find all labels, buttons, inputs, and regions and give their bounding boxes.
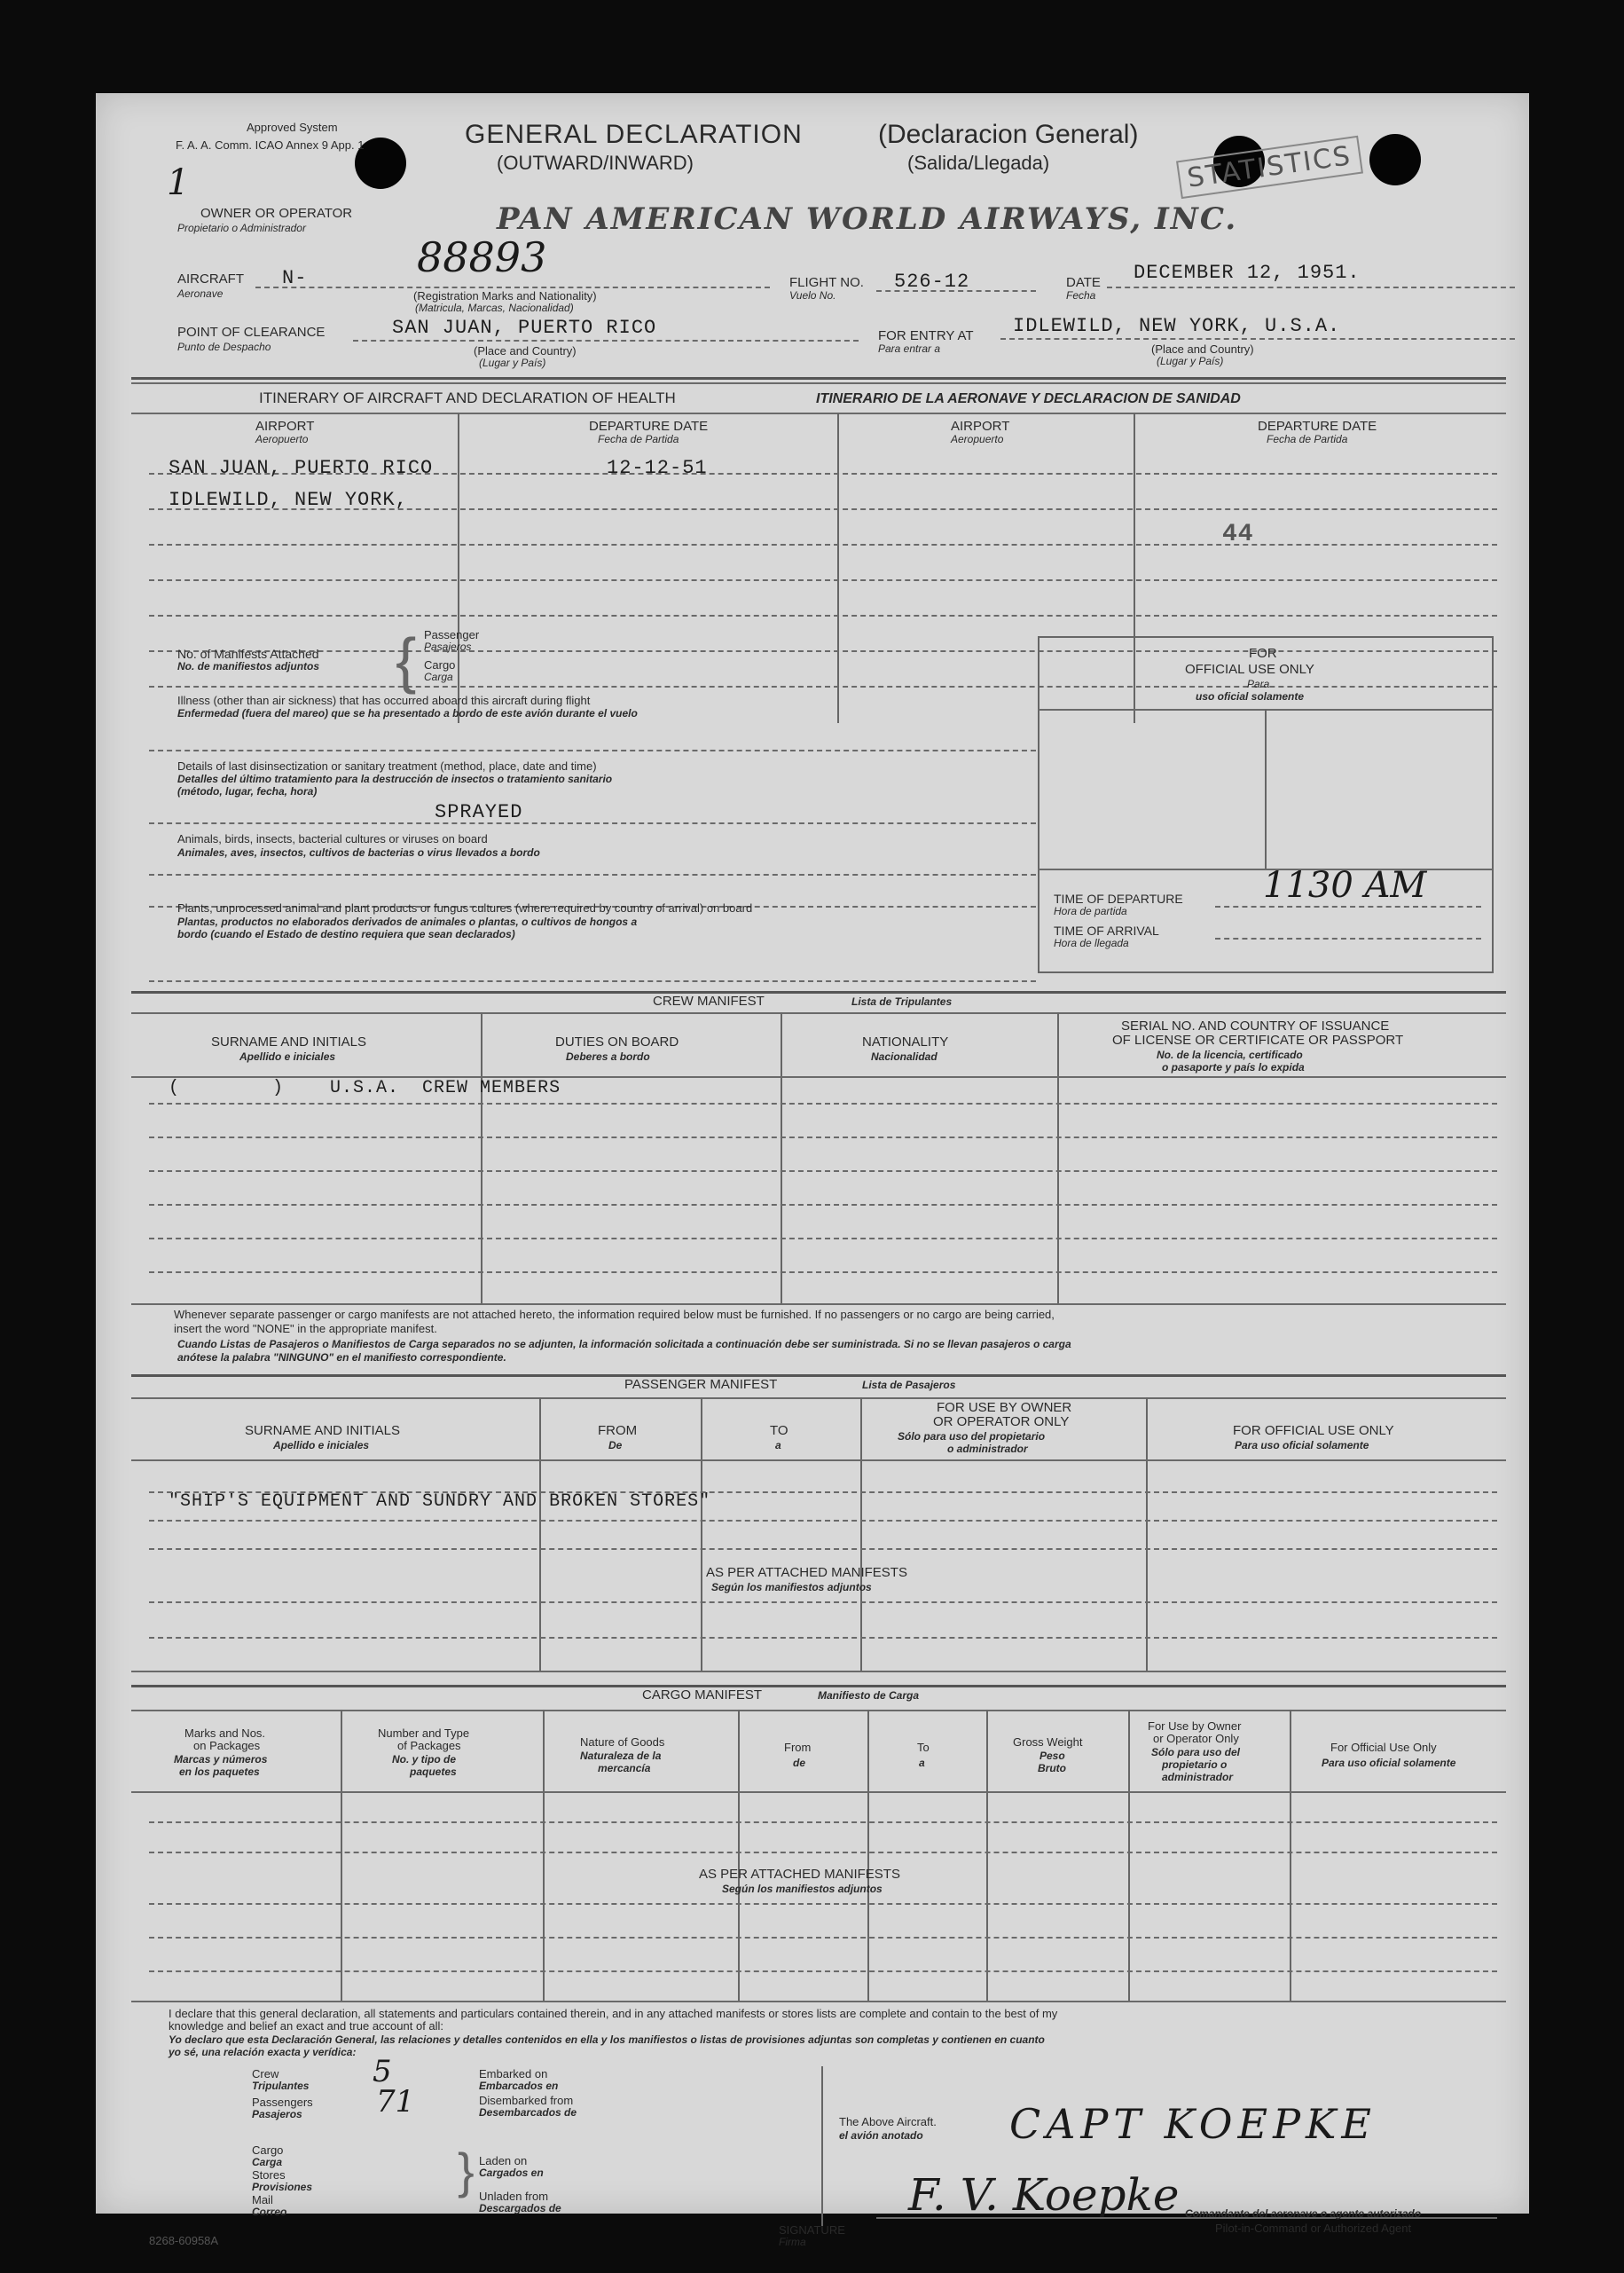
cargo-row-2 [149,1852,1497,1853]
decl-disembarked: Disembarked from [479,2094,574,2107]
outward-label: (OUTWARD/INWARD) [497,152,694,174]
pax-title: PASSENGER MANIFEST [624,1377,778,1392]
crew-col-2 [781,1012,782,1303]
decl-unladen: Unladen from [479,2190,549,2203]
pax-row-5 [149,1637,1497,1639]
aircraft-line [255,287,770,288]
official-title2: OFFICIAL USE ONLY [1185,662,1314,677]
itin-col-airport: AIRPORT [255,419,315,434]
itin-col-departure: DEPARTURE DATE [589,419,709,434]
flight-label-es: Vuelo No. [789,289,836,302]
manifests-cargo-es: Carga [424,671,453,683]
itinerary-title-es: ITINERARIO DE LA AERONAVE Y DECLARACION DE SANIDAD [816,391,1241,406]
itin-row-5 [149,615,1497,617]
decl-crew-value: 5 [373,2054,392,2089]
crew-row-2 [149,1136,1497,1138]
cargo-c3-es2: mercancía [598,1762,651,1774]
disinsect-value: SPRAYED [435,801,523,823]
cargo-c6: Gross Weight [1013,1735,1083,1749]
decl-signature-label-es: Firma [779,2236,806,2248]
illness-line [149,750,1036,751]
itinerary-title: ITINERARY OF AIRCRAFT AND DECLARATION OF HEALTH [259,389,676,406]
notice-es: Cuando Listas de Pasajeros o Manifiestos de Carga separados no se adjunten, la información solicitada a continuación debe ser suministrada. Si no se llevan pasajeros o carga [177,1338,1071,1350]
time-arr-line [1215,938,1481,940]
cargo-c7b: or Operator Only [1153,1732,1239,1745]
pax-col4-label: FOR USE BY OWNER [937,1400,1072,1415]
decl-mail-label: Mail [252,2193,273,2206]
form-title-es: (Declaracion General) [878,120,1139,149]
itinerary-rule-top2 [131,382,1506,384]
cargo-c5-es: a [919,1757,925,1769]
disinsect-label: Details of last disinsectization or sanitary treatment (method, place, date and time) [177,759,597,773]
crew-col4b-label: OF LICENSE OR CERTIFICATE OR PASSPORT [1112,1033,1404,1048]
cargo-c7: For Use by Owner [1148,1719,1242,1733]
animals-label: Animals, birds, insects, bacterial cultures or viruses on board [177,832,488,845]
cargo-c8: For Official Use Only [1330,1741,1437,1754]
cargo-row-1 [149,1821,1497,1823]
manifests-cargo: Cargo [424,658,456,672]
decl-divider [821,2066,823,2226]
pax-row-3 [149,1548,1497,1550]
pax-col1-label: SURNAME AND INITIALS [245,1423,401,1438]
cargo-c4: From [784,1741,812,1754]
itinerary-col-2 [837,413,839,723]
disinsect-label-es2: (método, lugar, fecha, hora) [177,785,318,798]
crew-title-es: Lista de Tripulantes [851,995,953,1008]
flight-number: 526-12 [894,271,970,293]
notice-en2: insert the word "NONE" in the appropriate manifest. [174,1322,437,1335]
cargo-col-7 [1290,1710,1291,2002]
cargo-col-6 [1128,1710,1130,2002]
aircraft-prefix: N- [282,267,308,289]
decl-pax-label-es: Pasajeros [252,2108,302,2120]
crew-col4-label-es2: o pasaporte y país lo expida [1162,1061,1305,1074]
clearance-label: POINT OF CLEARANCE [177,325,326,340]
official-title: FOR [1249,646,1277,661]
cargo-c2: Number and Type [378,1726,470,1740]
decl-embarked-es: Embarcados en [479,2080,559,2092]
itin-col-airport2: AIRPORT [951,419,1010,434]
cargo-c3-es: Naturaleza de la [580,1750,662,1762]
pax-col-1 [539,1397,541,1672]
crew-row-4 [149,1204,1497,1206]
crew-row-3 [149,1170,1497,1172]
decl-captain: CAPT KOEPKE [1009,2100,1377,2148]
decl-laden-es: Cargados en [479,2167,544,2179]
pax-attached: AS PER ATTACHED MANIFESTS [706,1565,907,1580]
date-line [1107,287,1515,288]
pax-col3-label: TO [770,1423,788,1438]
illness-label: Illness (other than air sickness) that has occurred aboard this aircraft during flight [177,694,591,707]
plants-label-es: Plantas, productos no elaborados derivados de animales o plantas, o cultivos de hongos a [177,916,638,928]
itinerary-header-rule [131,413,1506,414]
statistics-stamp: STATISTICS [1176,136,1363,199]
date-value: DECEMBER 12, 1951. [1134,262,1361,284]
entry-label: FOR ENTRY AT [878,328,974,343]
itin-col-airport-es: Aeropuerto [255,433,309,445]
official-es: Para [1247,678,1270,690]
owner-label-es: Propietario o Administrador [177,222,306,234]
place-note: (Place and Country) [474,344,577,358]
form-title: GENERAL DECLARATION [465,120,803,149]
itin-col-departure2: DEPARTURE DATE [1258,419,1377,434]
notice-en: Whenever separate passenger or cargo manifests are not attached hereto, the information required below must be furnished. If no passengers or no cargo are being carried, [174,1308,1055,1321]
place-note2: (Place and Country) [1151,342,1254,356]
entry-label-es: Para entrar a [878,342,941,355]
cargo-col-rule [131,1791,1506,1793]
flight-line [876,290,1036,292]
plants-line [149,980,1036,982]
crew-rule-top [131,991,1506,994]
cargo-c1-es: Marcas y números [174,1753,268,1766]
itin-row2-airport: IDLEWILD, NEW YORK, [169,489,408,511]
clearance-value: SAN JUAN, PUERTO RICO [392,317,657,339]
disinsect-label-es: Detalles del último tratamiento para la destrucción de insectos o tratamiento sanitario [177,773,613,785]
plants-label-es2: bordo (cuando el Estado de destino requiera que sean declarados) [177,928,515,940]
itin-col-departure-es: Fecha de Partida [598,433,679,445]
pax-attached-es: Según los manifiestos adjuntos [711,1581,872,1593]
decl-unladen-es: Descargados de [479,2202,561,2214]
crew-col3-label: NATIONALITY [862,1034,949,1050]
pax-row-2 [149,1520,1497,1522]
clearance-line [353,340,859,342]
pax-col4-label-es2: o administrador [947,1443,1028,1455]
pax-rule-top [131,1374,1506,1377]
pax-rule-bottom [131,1671,1506,1672]
disinsect-line [149,822,1036,824]
itinerary-rule-top [131,377,1506,380]
crew-col1-label-es: Apellido e iniciales [239,1050,336,1063]
pax-col4-label-es: Sólo para uso del propietario [898,1430,1046,1443]
illness-label-es: Enfermedad (fuera del mareo) que se ha presentado a bordo de este avión durante el vuelo [177,707,638,720]
time-arr-label: TIME OF ARRIVAL [1054,924,1159,938]
crew-col4-label-es: No. de la licencia, certificado [1157,1049,1303,1061]
crew-header-rule [131,1012,1506,1014]
registration-note: (Registration Marks and Nationality) [413,289,597,303]
aircraft-label-es: Aeronave [177,287,224,300]
pax-col-2 [701,1397,702,1672]
decl-signature-label: SIGNATURE [779,2223,845,2237]
pax-col2-label: FROM [598,1423,638,1438]
cargo-c5: To [917,1741,930,1754]
cargo-c1-es2: en los paquetes [179,1766,260,1778]
cargo-c7-es3: administrador [1162,1771,1234,1783]
entry-line [1000,338,1515,340]
pax-col1-label-es: Apellido e iniciales [273,1439,370,1451]
crew-row-5 [149,1238,1497,1239]
cargo-row-4 [149,1937,1497,1939]
manifests-passenger: Passenger [424,628,480,641]
decl-laden: Laden on [479,2154,528,2167]
form-number: 8268-60958A [149,2234,219,2247]
outward-label-es: (Salida/Llegada) [907,152,1050,174]
cargo-c3: Nature of Goods [580,1735,665,1749]
entry-value: IDLEWILD, NEW YORK, U.S.A. [1013,315,1341,337]
crew-rule-bottom [131,1303,1506,1305]
cargo-col-3 [738,1710,740,2002]
decl-brace: } [458,2143,475,2198]
decl-cargo-label-es: Carga [252,2156,283,2168]
crew-col1-label: SURNAME AND INITIALS [211,1034,367,1050]
crew-col2-label-es: Deberes a bordo [566,1050,650,1063]
pax-row-1 [149,1491,1497,1493]
flight-label: FLIGHT NO. [789,275,864,290]
crew-col4-label: SERIAL NO. AND COUNTRY OF ISSUANCE [1121,1019,1390,1034]
pax-col2-label-es: De [608,1439,623,1451]
crew-col-3 [1057,1012,1059,1303]
place-note-es: (Lugar y País) [479,357,546,369]
manifests-label: No. of Manifests Attached [177,647,319,661]
pax-col4b-label: OR OPERATOR ONLY [933,1414,1070,1429]
cargo-col-1 [341,1710,342,2002]
cargo-c1b: on Packages [193,1739,261,1752]
decl-aircraft-label: The Above Aircraft. [839,2115,937,2128]
itin-col-airport2-es: Aeropuerto [951,433,1004,445]
owner-value: PAN AMERICAN WORLD AIRWAYS, INC. [497,201,1238,237]
cargo-c6-es: Peso [1040,1750,1065,1762]
cargo-c8-es: Para uso oficial solamente [1322,1757,1456,1769]
animals-line [149,874,1036,876]
decl-cmd-en: Pilot-in-Command or Authorized Agent [1215,2222,1412,2235]
decl-pax-value: 71 [376,2084,415,2120]
itin-col-departure2-es: Fecha de Partida [1267,433,1348,445]
cargo-title-es: Manifiesto de Carga [818,1689,920,1702]
date-label: DATE [1066,275,1101,290]
decl-mail-label-es: Correo [252,2206,287,2218]
corner-mark: 1 [167,162,190,203]
crew-row-6 [149,1271,1497,1273]
crew-col2-label: DUTIES ON BOARD [555,1034,679,1050]
cargo-attached: AS PER ATTACHED MANIFESTS [699,1867,900,1882]
cargo-col-4 [867,1710,869,2002]
animals-label-es: Animales, aves, insectos, cultivos de bacterias o virus llevados a bordo [177,846,540,859]
crew-row-1 [149,1103,1497,1105]
cargo-rule-bottom [131,2001,1506,2002]
crew-col-1 [481,1012,482,1303]
cargo-c2-es2: paquetes [410,1766,457,1778]
decl-stores-label-es: Provisiones [252,2181,313,2193]
decl-es: Yo declaro que esta Declaración General, las relaciones y detalles contenidos en ella y los manifiestos o listas de provisiones adjuntas son completas y contienen en cuanto [169,2033,1045,2046]
approved-system: Approved System [247,121,338,134]
itin-row1-date: 12-12-51 [607,457,708,479]
time-dep-line [1215,906,1481,908]
pax-col3-label-es: a [775,1439,781,1451]
decl-signature: F. V. Koepke [908,2169,1180,2221]
cargo-title: CARGO MANIFEST [642,1687,763,1703]
pax-col-rule [131,1459,1506,1461]
decl-pax-label: Passengers [252,2096,313,2109]
itin-row-3 [149,544,1497,546]
decl-aircraft-label-es: el avión anotado [839,2129,923,2142]
official-es2: uso oficial solamente [1196,690,1305,703]
cargo-rule-top [131,1685,1506,1687]
pax-col-3 [860,1397,862,1672]
decl-en: I declare that this general declaration, all statements and particulars contained therein, and in any attached manifests or stores lists are complete and contain to the best of my [169,2007,1058,2020]
notice-es2: anótese la palabra "NINGUNO" en el manifiesto correspondiente. [177,1351,506,1364]
decl-crew-label: Crew [252,2067,279,2080]
pax-row-4 [149,1601,1497,1603]
time-dep-value: 1130 AM [1263,865,1427,906]
cargo-col-5 [986,1710,988,2002]
crew-col3-label-es: Nacionalidad [871,1050,938,1063]
pax-row1: "SHIP'S EQUIPMENT AND SUNDRY AND BROKEN STORES" [169,1491,711,1512]
owner-label: OWNER OR OPERATOR [200,206,353,221]
manifests-brace: { [396,625,417,695]
decl-cargo-label: Cargo [252,2143,284,2157]
official-col [1265,709,1267,869]
decl-es2: yo sé, una relación exacta y verídica: [169,2046,357,2058]
place-note2-es: (Lugar y País) [1157,355,1224,367]
cargo-c2-es: No. y tipo de [392,1753,456,1766]
pax-title-es: Lista de Pasajeros [862,1379,956,1391]
cargo-c4-es: de [793,1757,806,1769]
time-arr-label-es: Hora de llegada [1054,937,1129,949]
itinerary-col-1 [458,413,459,723]
declaration-sheet [96,93,1529,2248]
aircraft-label: AIRCRAFT [177,271,244,287]
crew-row1: ( ) U.S.A. CREW MEMBERS [169,1078,561,1098]
plants-label: Plants, unprocessed animal and plant products or fungus cultures (where required by country of arrival) on board [177,901,753,915]
clearance-label-es: Punto de Despacho [177,341,271,353]
pax-col-4 [1146,1397,1148,1672]
cargo-row-5 [149,1970,1497,1972]
cargo-c7-es2: propietario o [1162,1758,1228,1771]
pax-header-rule [131,1397,1506,1399]
cargo-c1: Marks and Nos. [184,1726,266,1740]
decl-stores-label: Stores [252,2168,286,2182]
manifests-passenger-es: Pasajeros [424,641,472,653]
decl-disembarked-es: Desembarcados de [479,2106,577,2119]
itin-row-4 [149,579,1497,581]
punch-hole-right [1369,134,1421,185]
time-dep-label-es: Hora de partida [1054,905,1127,917]
itin-mark: 44 [1222,521,1254,548]
decl-embarked: Embarked on [479,2067,548,2080]
itin-row1-airport: SAN JUAN, PUERTO RICO [169,457,434,479]
cargo-col-2 [543,1710,545,2002]
cargo-c2b: of Packages [397,1739,461,1752]
decl-en2: knowledge and belief an exact and true account of all: [169,2019,444,2033]
decl-cmd: Comandante del aeronave o agente autorizado [1185,2207,1422,2220]
pax-col5-label: FOR OFFICIAL USE ONLY [1233,1423,1394,1438]
registration-note-es: (Matricula, Marcas, Nacionalidad) [415,302,574,314]
cargo-row-3 [149,1903,1497,1905]
time-dep-label: TIME OF DEPARTURE [1054,892,1183,906]
decl-crew-label-es: Tripulantes [252,2080,310,2092]
aircraft-number: 88893 [417,233,547,281]
date-label-es: Fecha [1066,289,1096,302]
cargo-c6-es2: Bruto [1038,1762,1066,1774]
pax-col5-label-es: Para uso oficial solamente [1235,1439,1369,1451]
cargo-attached-es: Según los manifiestos adjuntos [722,1883,883,1895]
cargo-header-rule [131,1710,1506,1711]
manifests-label-es: No. de manifiestos adjuntos [177,660,320,672]
crew-title: CREW MANIFEST [653,994,765,1009]
approved-annex: F. A. A. Comm. ICAO Annex 9 App. 1 [176,138,365,152]
cargo-c7-es: Sólo para uso del [1151,1746,1241,1758]
